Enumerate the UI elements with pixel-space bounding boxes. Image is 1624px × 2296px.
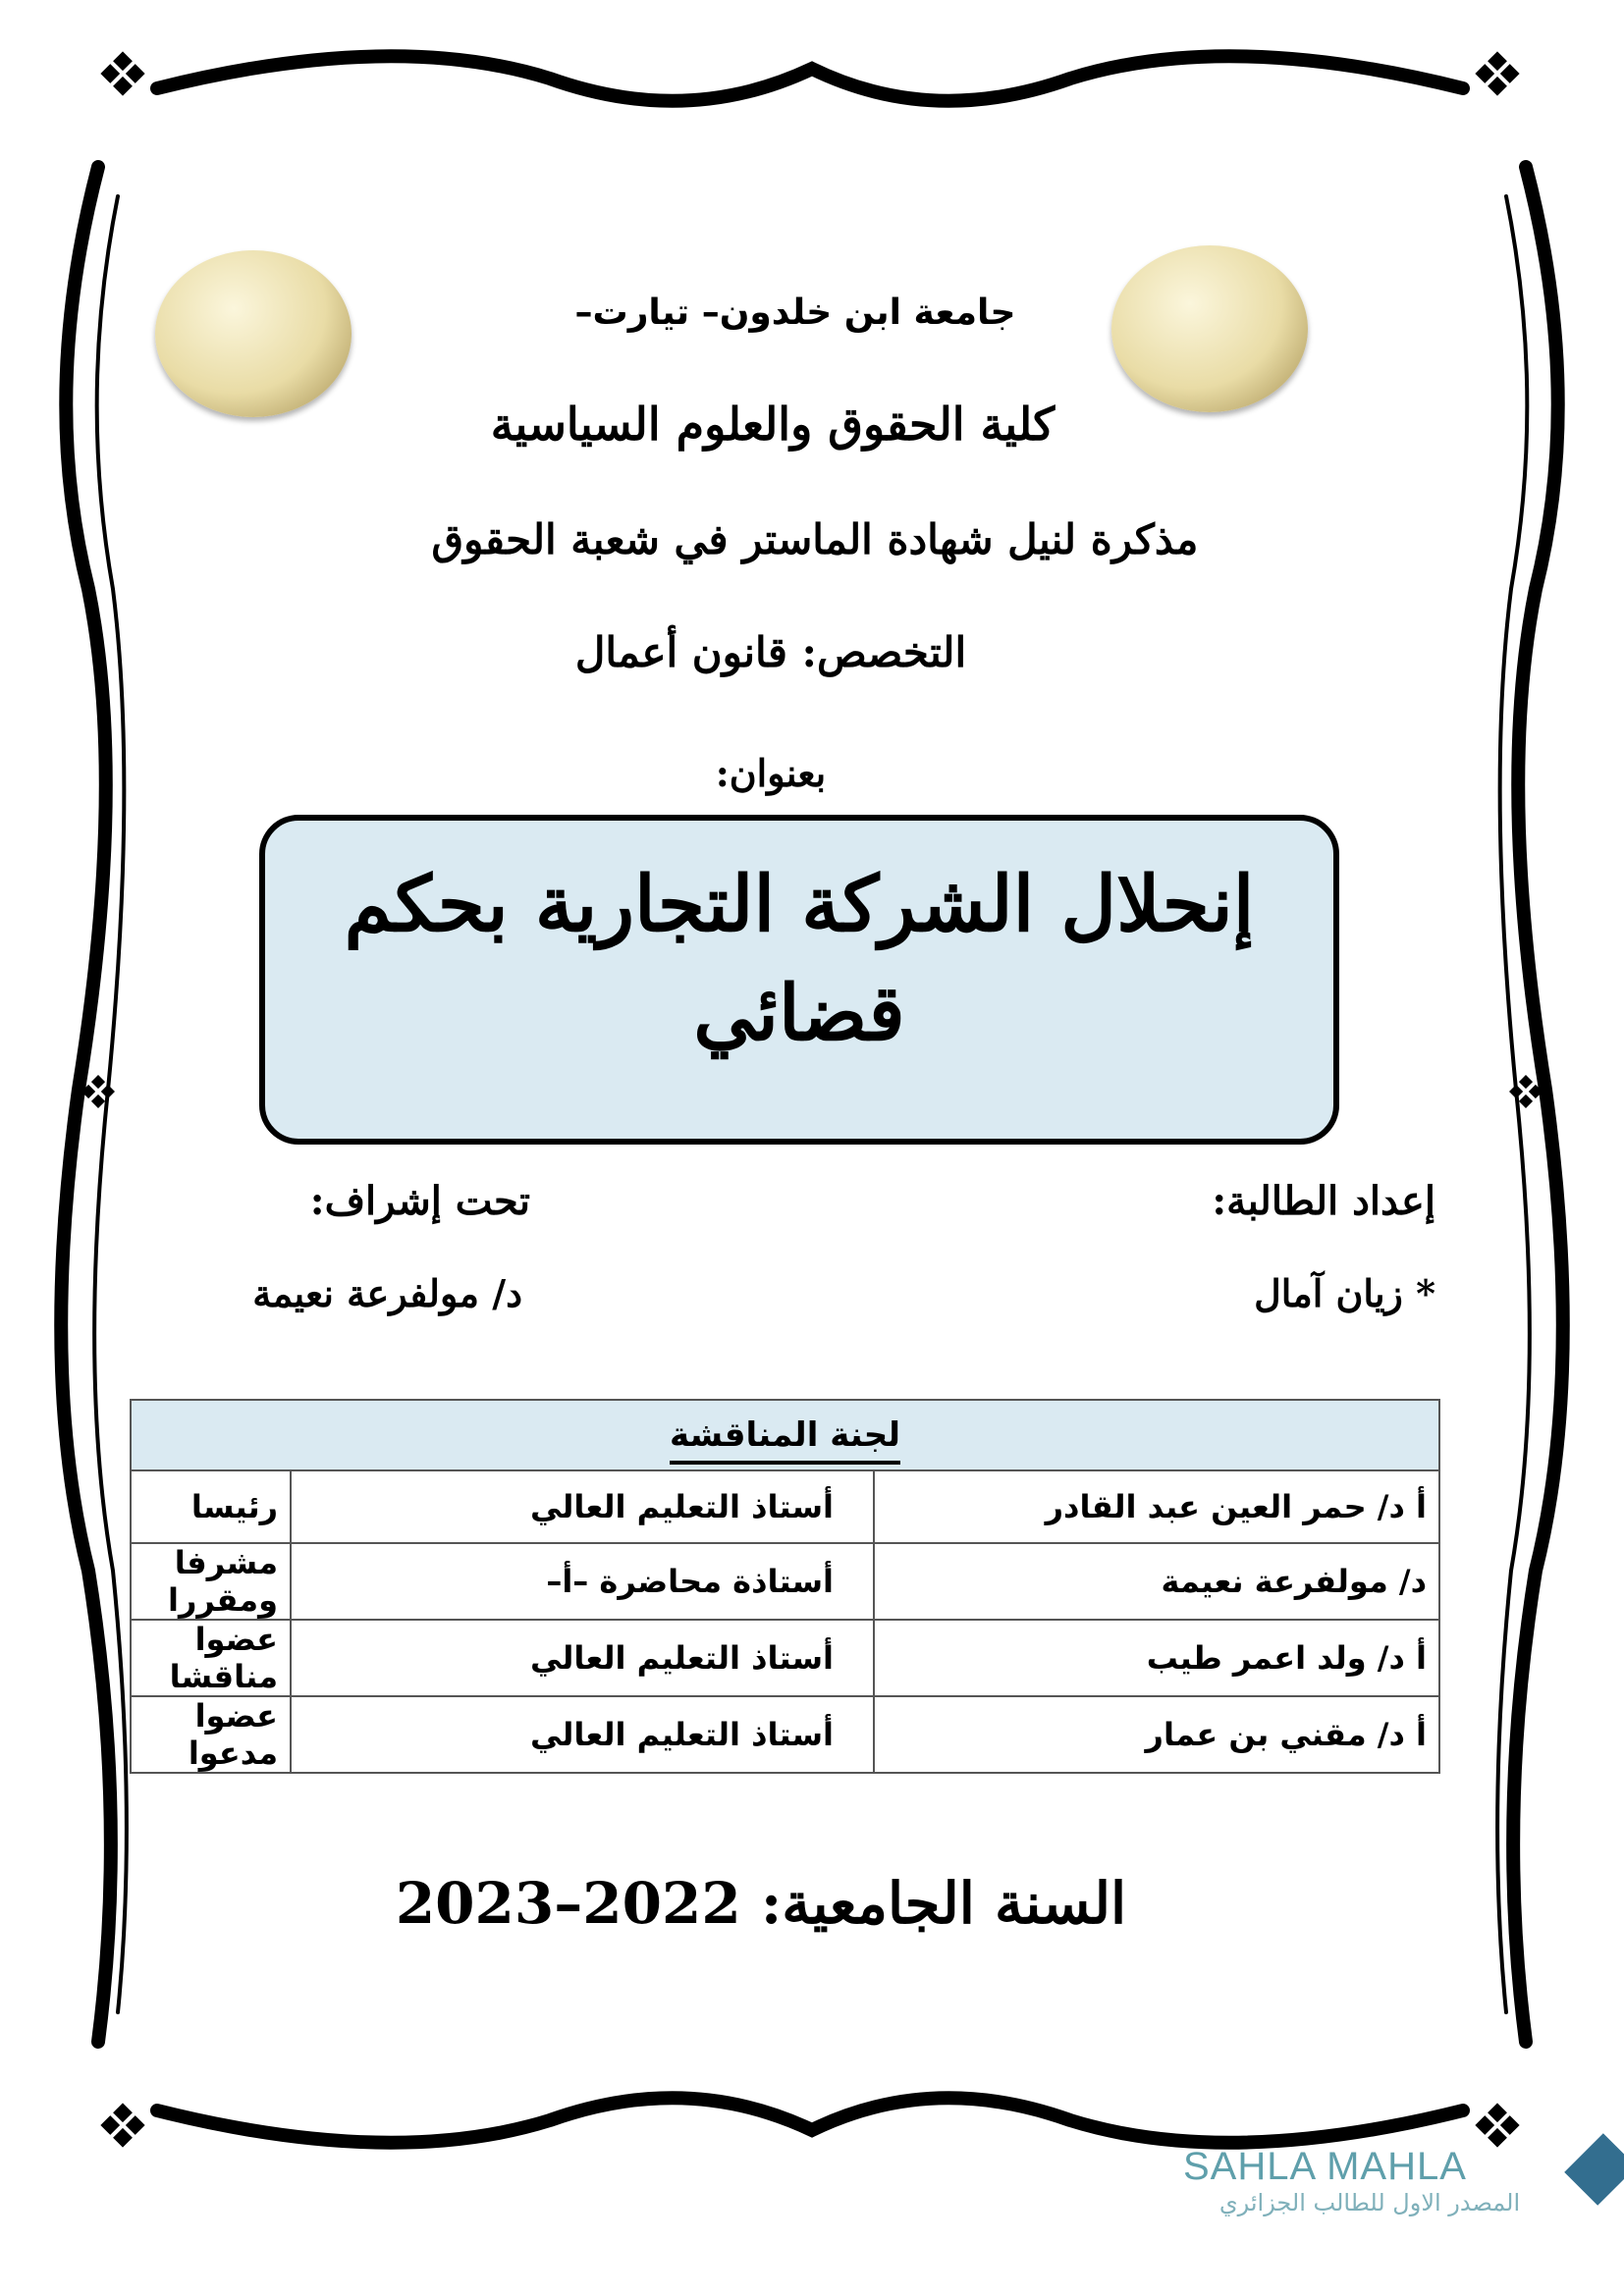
- thesis-title-line2: قضائي: [693, 969, 905, 1058]
- student-name: * زيان آمال: [1254, 1271, 1435, 1315]
- watermark-tagline: المصدر الاول للطالب الجزائري: [1218, 2189, 1521, 2216]
- table-row: أ د/ مقني بن عمار أستاذ التعليم العالي عضوا مدعوا: [131, 1696, 1439, 1773]
- supervisor-label: تحت إشراف:: [309, 1178, 530, 1224]
- title-label: بعنوان:: [715, 751, 827, 795]
- thesis-title-box: [259, 815, 1339, 1145]
- faculty-name: كلية الحقوق والعلوم السياسية: [490, 398, 1056, 451]
- memo-subtitle: مذكرة لنيل شهادة الماستر في شعبة الحقوق: [431, 515, 1199, 563]
- university-logo-left: [155, 250, 352, 417]
- specialty: التخصص: قانون أعمال: [574, 628, 967, 676]
- committee-table: [130, 1399, 1440, 1774]
- student-label: إعداد الطالبة:: [1212, 1178, 1435, 1224]
- watermark-brand: SAHLA MAHLA: [1183, 2145, 1467, 2188]
- sahla-mahla-watermark: [1183, 2145, 1556, 2216]
- table-row: أ د/ حمر العين عبد القادر أستاذ التعليم العالي رئيسا: [131, 1470, 1439, 1543]
- thesis-title-line1: إنحلال الشركة التجارية بحكم: [344, 860, 1255, 949]
- table-row: أ د/ ولد اعمر طيب أستاذ التعليم العالي عضوا مناقشا: [131, 1620, 1439, 1696]
- table-row: د/ مولفرعة نعيمة أستاذة محاضرة –أ– مشرفا ومقررا: [131, 1543, 1439, 1620]
- supervisor-name: د/ مولفرعة نعيمة: [252, 1271, 522, 1315]
- committee-heading: لجنة المناقشة: [131, 1400, 1439, 1470]
- university-name: جامعة ابن خلدون– تيارت–: [574, 293, 1016, 333]
- academic-year: السنة الجامعية: 2022–2023: [395, 1870, 1127, 1937]
